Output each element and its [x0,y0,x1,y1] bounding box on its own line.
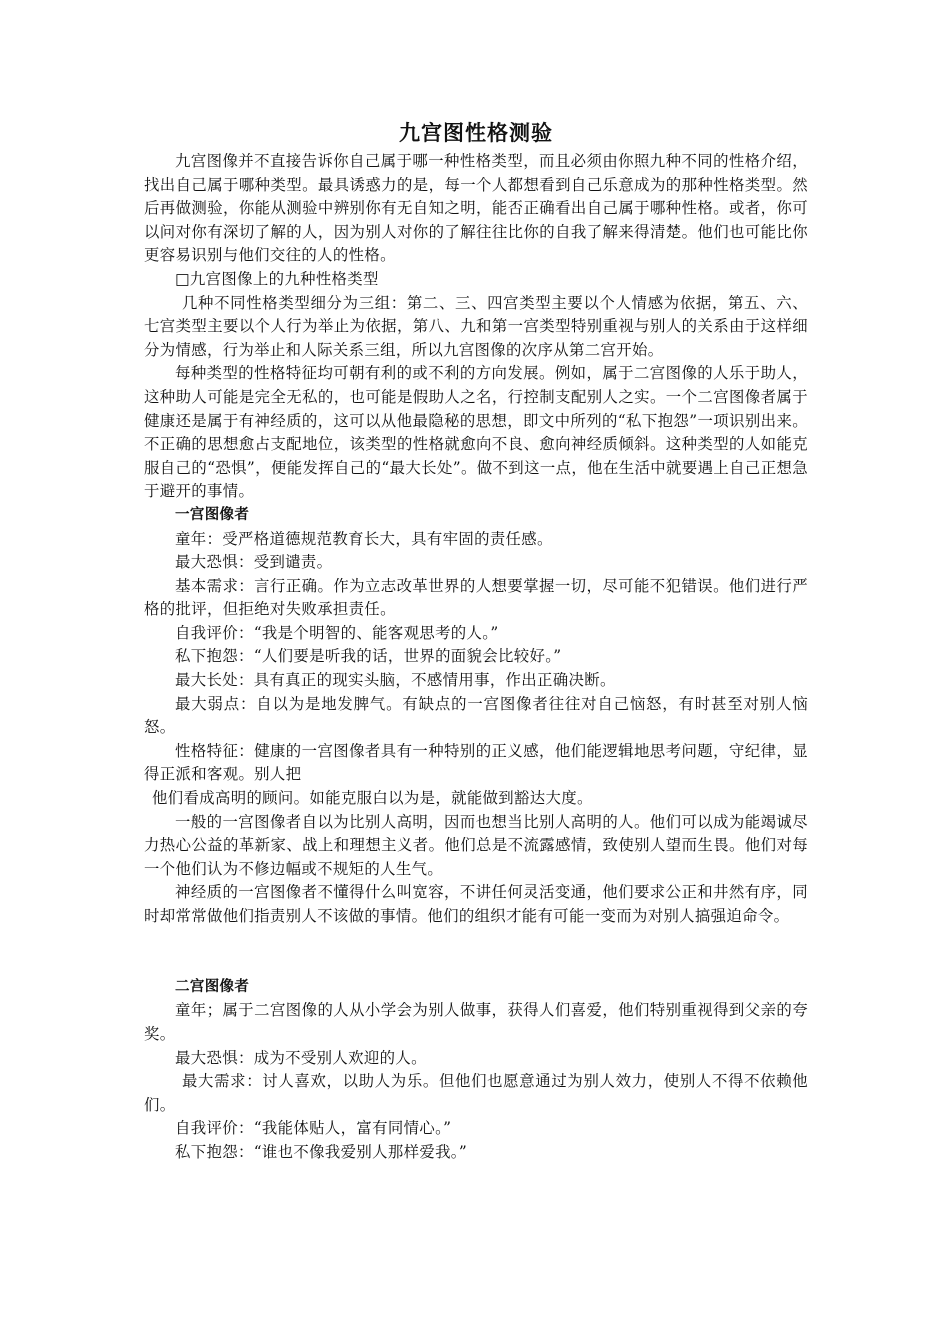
document-page [144,118,808,1165]
type2-childhood: 童年；属于二宫图像的人从小学会为别人做事，获得人们喜爱，他们特别重视得到父亲的夸奖。 [144,1001,808,1043]
blank-line [144,929,808,953]
type2-complaint: 私下抱怨：“谁也不像我爱别人那样爱我。” [175,1142,468,1161]
type2-heading: 二宫图像者 [175,978,250,995]
groups-paragraph: 几种不同性格类型细分为三组：第二、三、四宫类型主要以个人情感为依据，第五、六、七宫类型主要以个人行为举止为依据，第八、九和第一宫类型特别重视与别人的关系由于这样细分为情感，行为举止和人际关系三组，所以九宫图像的次序从第二宫开始。 [144,293,808,359]
type1-traits-continued: 他们看成高明的顾问。如能克服白以为是，就能做到豁达大度。 [152,789,593,808]
type1-need: 基本需求：言行正确。作为立志改革世界的人想要掌握一切，尽可能不犯错误。他们进行严格的批评，但拒绝对失败承担责任。 [144,576,808,619]
intro-paragraph: 九宫图像并不直接告诉你自己属于哪一种性格类型，而且必须由你照九种不同的性格介绍，找出自己属于哪种类型。最具诱惑力的是，每一个人都想看到自己乐意成为的那种性格类型。然后再做测验，你能从测验中辨别你有无自知之明，能否正确看出自己属于哪种性格。或者，你可以问对你有深切了解的人，因为别人对你的了解往往比你的自我了解来得清楚。他们也可能比你更容易识别与他们交往的人的性格。 [144,152,808,265]
type1-childhood: 童年：受严格道德规范教育长大，具有牢固的责任感。 [175,529,553,548]
type1-strength: 最大长处：具有真正的现实头脑，不感情用事，作出正确决断。 [175,671,616,690]
type1-complaint: 私下抱怨：“人们要是听我的话，世界的面貌会比较好。” [175,647,562,666]
type1-heading: 一宫图像者 [175,506,250,523]
traits-paragraph: 每种类型的性格特征均可朝有利的或不利的方向发展。例如，属于二宫图像的人乐于助人，这种助人可能是完全无私的，也可能是假助人之名，行控制支配别人之实。一个二宫图像者属于健康还是属于有神经质的，这可以从他最隐秘的思想，即文中所列的“私下抱怨”一项识别出来。不正确的思想愈占支配地位，该类型的性格就愈向不良、愈向神经质倾斜。这种类型的人如能克服自己的“恐惧”，便能发挥自己的“最大长处”。做不到这一点，他在生活中就要遇上自己正想急于避开的事情。 [144,364,808,501]
blank-line [144,952,808,976]
type2-need: 最大需求：讨人喜欢，以助人为乐。但他们也愿意通过为别人效力，使别人不得不依赖他们。 [144,1072,808,1114]
type2-self-evaluation: 自我评价：“我能体贴人，富有同情心。” [175,1119,452,1138]
type1-traits: 性格特征：健康的一宫图像者具有一种特别的正义感，他们能逻辑地思考问题，守纪律，显得正派和客观。别人把 [144,741,808,784]
type1-weakness: 最大弱点：自以为是地发脾气。有缺点的一宫图像者往往对自己恼怒，有时甚至对别人恼怒。 [144,694,808,737]
document-title: 九宫图性格测验 [399,121,553,145]
section-subheading: □九宫图像上的九种性格类型 [175,269,379,288]
type1-general: 一般的一宫图像者自以为比别人高明，因而也想当比别人高明的人。他们可以成为能竭诚尽力热心公益的革新家、战上和理想主义者。他们总是不流露感情，致使别人望而生畏。他们对每一个他们认为不修边幅或不规矩的人生气。 [144,812,808,878]
type1-neurotic: 神经质的一宫图像者不懂得什么叫宽容，不讲任何灵活变通，他们要求公正和井然有序，同时却常常做他们指责别人不该做的事情。他们的组织才能有可能一变而为对别人搞强迫命令。 [144,883,808,925]
type1-fear: 最大恐惧：受到谴责。 [175,553,333,572]
type1-self-evaluation: 自我评价：“我是个明智的、能客观思考的人。” [175,623,499,642]
type2-fear: 最大恐惧：成为不受别人欢迎的人。 [175,1048,427,1067]
